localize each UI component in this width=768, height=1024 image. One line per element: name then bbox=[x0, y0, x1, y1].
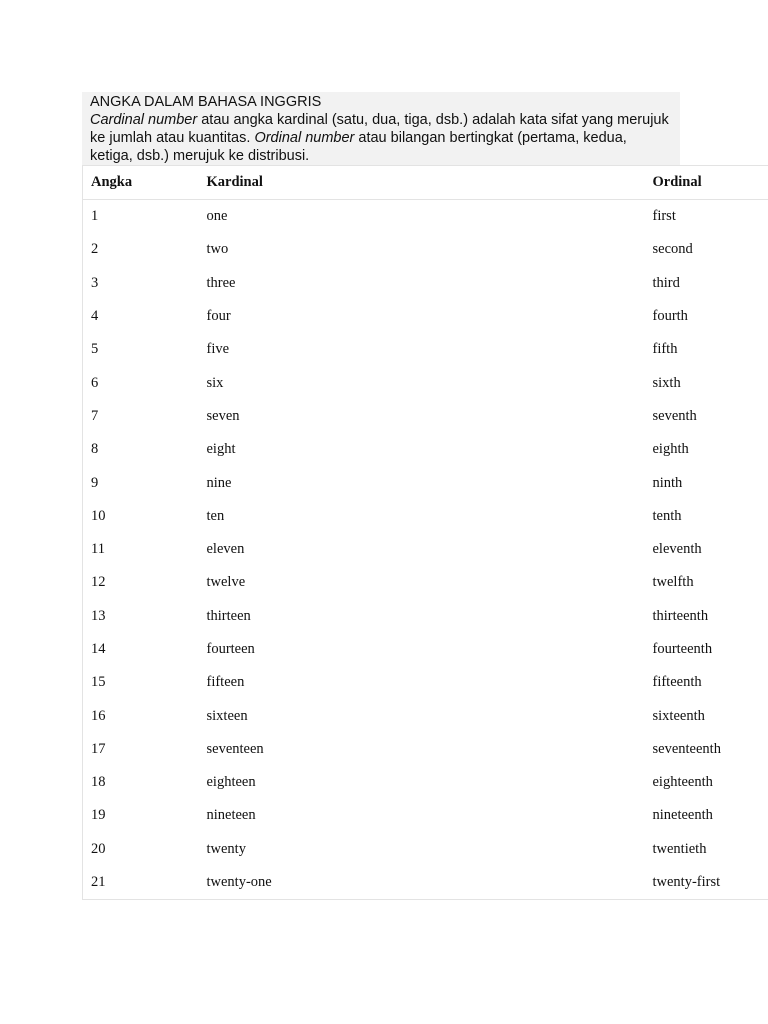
cell-ordinal: fourth bbox=[652, 308, 688, 325]
table-row bbox=[83, 267, 768, 300]
table-row bbox=[83, 500, 768, 533]
table-row bbox=[83, 566, 768, 599]
cell-ordinal: twentieth bbox=[652, 840, 707, 857]
cell-angka: 4 bbox=[91, 308, 99, 325]
cell-ordinal: nineteenth bbox=[652, 807, 713, 824]
cell-kardinal: four bbox=[206, 308, 231, 325]
ordinal-description: atau bilangan bertingkat (pertama, kedua, ketiga, dsb.) merujuk ke distribusi. bbox=[90, 130, 627, 164]
cell-kardinal: fifteen bbox=[206, 674, 245, 691]
cell-ordinal: twenty-first bbox=[652, 874, 721, 891]
cell-kardinal: nine bbox=[206, 474, 232, 491]
page-title: ANGKA DALAM BAHASA INGGRIS bbox=[90, 94, 322, 110]
cell-kardinal: twenty-one bbox=[206, 874, 272, 891]
table-row bbox=[83, 833, 768, 866]
table-row bbox=[83, 733, 768, 766]
cell-angka: 17 bbox=[91, 740, 106, 757]
cell-angka: 9 bbox=[91, 474, 99, 491]
cardinal-description: atau angka kardinal (satu, dua, tiga, dsb.) adalah kata sifat yang merujuk ke jumlah atau kuantitas. bbox=[90, 112, 669, 146]
cell-angka: 5 bbox=[91, 341, 99, 358]
table-row bbox=[83, 333, 768, 366]
cell-angka: 6 bbox=[91, 374, 99, 391]
cell-kardinal: eight bbox=[206, 441, 236, 458]
cell-angka: 21 bbox=[91, 874, 106, 891]
cell-kardinal: seventeen bbox=[206, 740, 264, 757]
cell-angka: 13 bbox=[91, 607, 106, 624]
cell-angka: 16 bbox=[91, 707, 106, 724]
cell-kardinal: sixteen bbox=[206, 707, 248, 724]
cell-kardinal: twelve bbox=[206, 574, 246, 591]
table-header-row bbox=[83, 166, 768, 200]
table-row bbox=[83, 233, 768, 266]
table-row bbox=[83, 466, 768, 499]
cell-angka: 14 bbox=[91, 641, 106, 657]
cell-kardinal: six bbox=[206, 374, 224, 391]
cell-ordinal: eleventh bbox=[652, 541, 702, 558]
table-row bbox=[83, 666, 768, 699]
cell-ordinal: seventeenth bbox=[652, 740, 721, 757]
cell-ordinal: second bbox=[652, 241, 693, 258]
cell-ordinal: third bbox=[652, 274, 680, 291]
cell-kardinal: nineteen bbox=[206, 807, 256, 824]
cell-ordinal: fifth bbox=[652, 341, 678, 358]
cell-angka: 1 bbox=[91, 208, 99, 225]
column-header-angka: Angka bbox=[83, 166, 199, 200]
cell-ordinal: sixteenth bbox=[652, 707, 705, 724]
table-row bbox=[83, 766, 768, 799]
cell-kardinal: twenty bbox=[206, 840, 246, 857]
column-header-kardinal: Kardinal bbox=[199, 166, 645, 200]
cell-angka: 12 bbox=[91, 574, 106, 591]
cell-kardinal: three bbox=[206, 274, 236, 291]
column-header-ordinal: Ordinal bbox=[645, 166, 768, 200]
table-row bbox=[83, 533, 768, 566]
cell-kardinal: eighteen bbox=[206, 774, 256, 791]
table-row bbox=[83, 600, 768, 633]
table-body bbox=[83, 200, 768, 900]
cell-kardinal: ten bbox=[206, 507, 225, 524]
cell-angka: 11 bbox=[91, 541, 105, 558]
cell-kardinal: one bbox=[206, 208, 228, 225]
table-row bbox=[83, 799, 768, 832]
cell-angka: 15 bbox=[91, 674, 106, 691]
cell-ordinal: sixth bbox=[652, 374, 681, 391]
cell-kardinal: fourteen bbox=[206, 641, 255, 657]
cell-ordinal: eighth bbox=[652, 441, 689, 458]
cell-kardinal: seven bbox=[206, 407, 240, 424]
cell-kardinal: two bbox=[206, 241, 229, 258]
cell-ordinal: first bbox=[652, 208, 676, 225]
number-table bbox=[82, 165, 768, 900]
cell-ordinal: fourteenth bbox=[652, 641, 713, 657]
cell-angka: 20 bbox=[91, 840, 106, 857]
cell-ordinal: ninth bbox=[652, 474, 683, 491]
table-row bbox=[83, 400, 768, 433]
cell-ordinal: eighteenth bbox=[652, 774, 713, 791]
cell-angka: 2 bbox=[91, 241, 99, 258]
table-row bbox=[83, 366, 768, 399]
table-row bbox=[83, 866, 768, 900]
cell-kardinal: eleven bbox=[206, 541, 245, 558]
cell-angka: 18 bbox=[91, 774, 106, 791]
cell-angka: 3 bbox=[91, 274, 99, 291]
cardinal-term: Cardinal number bbox=[90, 112, 198, 128]
table-row bbox=[83, 699, 768, 732]
ordinal-term: Ordinal number bbox=[254, 130, 355, 146]
intro-paragraph bbox=[90, 111, 672, 165]
table-row bbox=[83, 300, 768, 333]
intro-block bbox=[82, 92, 680, 165]
cell-ordinal: seventh bbox=[652, 407, 697, 424]
cell-kardinal: thirteen bbox=[206, 607, 251, 624]
cell-angka: 19 bbox=[91, 807, 106, 824]
table-row bbox=[83, 633, 768, 666]
cell-angka: 10 bbox=[91, 507, 106, 524]
cell-angka: 8 bbox=[91, 441, 99, 458]
table-row bbox=[83, 200, 768, 234]
cell-ordinal: thirteenth bbox=[652, 607, 709, 624]
table-row bbox=[83, 433, 768, 466]
cell-ordinal: tenth bbox=[652, 507, 682, 524]
cell-ordinal: twelfth bbox=[652, 574, 694, 591]
cell-ordinal: fifteenth bbox=[652, 674, 702, 691]
cell-angka: 7 bbox=[91, 407, 99, 424]
cell-kardinal: five bbox=[206, 341, 230, 358]
